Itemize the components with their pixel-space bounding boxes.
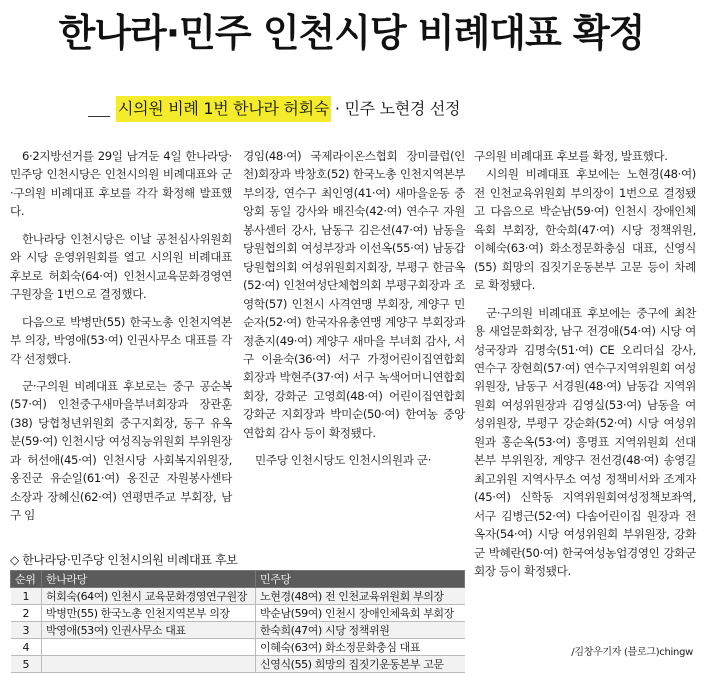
rank-cell: 5 xyxy=(11,656,42,673)
subhead-rest: · 민주 노현경 선정 xyxy=(334,99,461,118)
header-minju: 민주당 xyxy=(256,571,465,588)
minju-cell: 이혜숙(63여) 화소정문화충심 대표 xyxy=(256,639,465,656)
paragraph: 6·2지방선거를 29일 남겨둔 4일 한나라당·민주당 인천시당은 인천시의원 비례대표와 군·구의원 비례대표 후보를 각각 확정해 발표했다. xyxy=(10,149,232,219)
table-row xyxy=(11,588,465,605)
minju-cell: 신영식(55) 희망의 집짓기운동본부 고문 xyxy=(256,656,465,673)
paragraph: 군·구의원 비례대표 후보로는 중구 공순복(57·여) 인천중구새마을부녀회장과 장관훈(38) 당협청년위원회 중구지회장, 동구 유옥분(59·여) 인천시당 여성직능위원회 부위원장과 허선애(45·여) 인천시당 사회복지위원장, 옹진군 유순일(61·여) 옹진군 자원봉사센타 소장과 장혜신(62·여) 연평면주교 부회장, 남구 임 xyxy=(10,378,232,523)
candidates-table xyxy=(10,570,465,673)
table-row xyxy=(11,622,465,639)
table-row xyxy=(11,639,465,656)
minju-cell: 한숙희(47여) 시당 정책위원 xyxy=(256,622,465,639)
table-title: ◇ 한나라당·민주당 인천시의원 비례대표 후보 xyxy=(10,553,238,567)
table-header-row xyxy=(11,571,465,588)
subhead-rule xyxy=(88,116,110,117)
header-rank: 순위 xyxy=(11,571,42,588)
rank-cell: 3 xyxy=(11,622,42,639)
headline: 한나라·민주 인천시당 비례대표 확정 xyxy=(58,11,645,55)
paragraph: 다음으로 박병만(55) 한국노총 인천지역본부 의장, 박영애(53·여) 인권사무소 대표를 각각 선정했다. xyxy=(10,314,232,366)
body-column-1 xyxy=(10,147,232,539)
table-row xyxy=(11,605,465,622)
rank-cell: 2 xyxy=(11,605,42,622)
paragraph: 경임(48·여) 국제라이온스협회 장미클럽(인천)회장과 박창호(52) 한국노총 인천지역본부 부의장, 연수구 최인영(41·여) 새마을운동 중앙회 동일 강사와 배진숙(42·여) 연수구 자원봉사센터 강사, 남동구 김은선(47·여) 남동을당원협의회 여성부장과 이선옥(55·여) 남동갑당원협의회 여성위원회지회장, 부평구 한금옥(52·여) 인천여성단체협의회 부평구회장과 조영학(57) 인천시 사격연맹 부회장, 계양구 민순자(52·여) 한국자유총연맹 계양구 부회장과 정춘지(49·여) 계양구 새마을 부녀회 감사, 서구 이윤숙(36·여) 서구 가정어린이집연합회 회장과 박현주(37·여) 서구 녹색어머니연합회 회장, 강화군 고영희(48·여) 어린이집연합회강화군 지회장과 박미순(50·여) 한여농 중앙연합회 감사 등이 확정됐다. xyxy=(243,149,465,440)
rank-cell: 1 xyxy=(11,588,42,605)
paragraph: 군·구의원 비례대표 후보에는 중구에 최찬용 새얼문화회장, 남구 전경애(54·여) 시당 여성국장과 김명숙(51·여) CE 오리더십 강사, 연수구 장현희(57·여) 연수구지역위원회 여성위원장, 남동구 서경원(48·여) 남동갑 지역위원회 여성위원장과 김영실(53·여) 남동을 여성위원장, 부평구 강순화(52·여) 시당 여성위원과 홍순옥(53·여) 흥명표 지역위원회 선대본부 부위원장, 계양구 전선경(48·여) 송영길 최고위원 지역사무소 여성 정책비서와 조계자(45·여) 신학동 지역위원회여성정책보좌역, 서구 김병근(52·여) 다솜어린이집 원장과 전옥자(54·여) 시당 여성위원회 부위원장, 강화군 박혜란(50·여) 한국여성농업경영인 강화군 회장 등이 확정됐다. xyxy=(474,305,696,578)
subheadline xyxy=(88,96,460,122)
header-hannara: 한나라당 xyxy=(42,571,256,588)
body-column-3 xyxy=(474,147,696,637)
hannara-cell: 허회숙(64여) 인천시 교육문화경영연구원장 xyxy=(42,588,256,605)
rank-cell: 4 xyxy=(11,639,42,656)
body-column-2 xyxy=(243,147,465,539)
paragraph: 한나라당 인천시당은 이날 공천심사위원회와 시당 운영위원회를 열고 시의원 비례대표 후보로 허회숙(64·여) 인천시교육문화경영연구원장을 1번으로 결정했다. xyxy=(10,231,232,302)
hannara-cell xyxy=(42,639,256,656)
hannara-cell: 박영애(53여) 인권사무소 대표 xyxy=(42,622,256,639)
hannara-cell: 박병만(55) 한국노총 인천지역본부 의장 xyxy=(42,605,256,622)
minju-cell: 박순남(59여) 인천시 장애인체육회 부회장 xyxy=(256,605,465,622)
paragraph: 시의원 비례대표 후보에는 노현경(48·여) 전 인천교육위원회 부의장이 1번으로 결정됐고 다음으로 박순남(59·여) 인천시 장애인체육회 부회장, 한숙희(47·여) 시당 정책위원, 이혜숙(63·여) 화소정문화충심 대표, 신영식(55) 희망의 집짓기운동본부 고문 등이 차례로 확정됐다. xyxy=(474,167,696,293)
hannara-cell xyxy=(42,656,256,673)
table-row xyxy=(11,656,465,673)
minju-cell: 노현경(48여) 전 인천교육위원회 부의장 xyxy=(256,588,465,605)
paragraph: 구의원 비례대표 후보를 확정, 발표했다. xyxy=(474,149,668,163)
subhead-highlight: 시의원 비례 1번 한나라 허회숙 xyxy=(116,96,331,122)
paragraph: 민주당 인천시당도 인천시의원과 군· xyxy=(255,453,432,468)
byline-credit: /김창우기자 (블로그)chingw xyxy=(571,647,693,658)
